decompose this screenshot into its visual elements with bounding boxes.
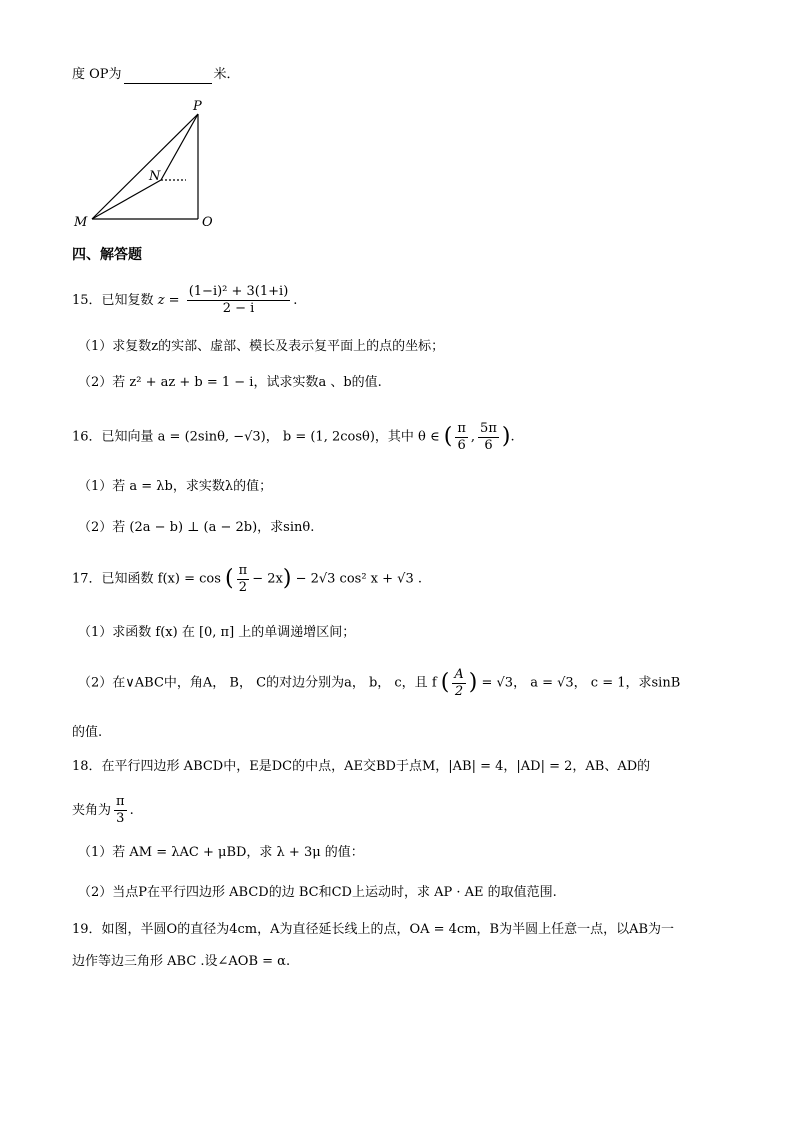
q17-pi-den: 2 [238,579,248,595]
label-o: O [202,215,213,230]
q16-left-den: 6 [457,437,466,453]
q15-stem: 15．已知复数 z = $\frac{\text{(1−i)² + 3(1+i)}}{2 - i}$ . [72,284,298,316]
q17-a-num: A [454,666,464,682]
q15-numerator: (1−i)² + 3(1+i) [188,284,289,299]
q18-stem: 18．在平行四边形 ABCD中，E是DC的中点，AE交BD于点M，|AB| = 4，|AD| = 2，AB、AD的 [72,759,651,774]
q18-stem2-b: . [129,803,134,818]
q15-part1: （1）求复数z的实部、虚部、模长及表示复平面上的点的坐标； [78,339,445,354]
q15-stem-prefix: 15．已知复数 [72,293,154,308]
q16-part2: （2）若 (2a − b) ⊥ (a − 2b)，求sinθ. [78,520,315,535]
q18-part2: （2）当点P在平行四边形 ABCD的边 BC和CD上运动时，求 AP · AE 的取值范围. [78,885,557,900]
q18-pi-den: 3 [116,811,125,826]
q19-line2: 边作等边三角形 ABC .设∠AOB = α. [72,954,291,969]
q17-stem-a: 17．已知函数 f(x) = cos [72,571,221,587]
q17-part2-tail: 的值. [72,725,103,740]
answer-blank[interactable] [124,69,212,84]
q16-stem: 16．已知向量 a = (2sinθ, −√3)， b = (1, 2cosθ)，其中 θ ∈ ( $\frac{\pi}{6}$ , $\frac{5\pi}{6}$ ). [72,420,515,453]
label-n: N [149,169,161,184]
line-np [161,114,198,180]
q15-fraction [187,284,291,317]
q15-part2: （2）若 z² + az + b = 1 − i，试求实数a 、b的值. [78,375,382,390]
q15-denominator: 2 − i [222,301,255,316]
line-mp [92,114,198,219]
q17-stem-c: − 2√3 cos² x + √3 . [295,571,422,587]
q16-right-num: 5π [480,420,497,436]
q16-part1: （1）若 a = λb，求实数λ的值； [78,479,273,494]
q19-line1: 19．如图，半圆O的直径为4cm，A为直径延长线上的点，OA = 4cm，B为半圆上任意一点，以AB为一 [72,922,675,937]
q16-left-num: π [457,420,466,436]
q14-line [72,66,240,84]
line-mn [92,180,161,219]
section-title: 四、解答题 [72,247,142,263]
q18-pi-num: π [116,794,125,809]
triangle-figure [68,96,228,236]
q18-stem2 [72,794,134,828]
q17-part1: （1）求函数 f(x) 在 [0, π] 上的单调递增区间； [78,625,356,640]
q18-part1: （1）若 AM = λAC + μBD，求 λ + 3μ 的值： [78,845,364,860]
q18-stem2-a: 夹角为 [72,803,112,818]
q15-z-eq: z = [157,293,180,308]
q17-stem: 17．已知函数 f(x) = cos ( $\frac{\pi}{2}$ − 2x) − 2√3 cos² x + √3 . [72,562,422,595]
label-m: M [74,215,88,230]
q17-part2-a: （2）在∨ABC中，角A， B， C的对边分别为a， b， c，且 f [78,675,437,691]
q17-pi-num: π [238,562,248,578]
q17-part2: （2）在∨ABC中，角A， B， C的对边分别为a， b， c，且 f ( $\frac{A}{2}$ ) = √3， a = √3， c = 1，求sinB [78,666,681,699]
q16-stem-text: 16．已知向量 a = (2sinθ, −√3)， b = (1, 2cosθ)，其中 θ ∈ [72,429,440,445]
q14-prefix: 度 OP为 [72,67,122,82]
q17-part2-b: = √3， a = √3， c = 1，求sinB [481,675,681,691]
q17-stem-b: − 2x [252,571,283,587]
q17-a-den: 2 [454,683,464,699]
q14-suffix: 米． [213,67,240,82]
label-p: P [193,99,202,114]
q16-right-den: 6 [484,437,493,453]
